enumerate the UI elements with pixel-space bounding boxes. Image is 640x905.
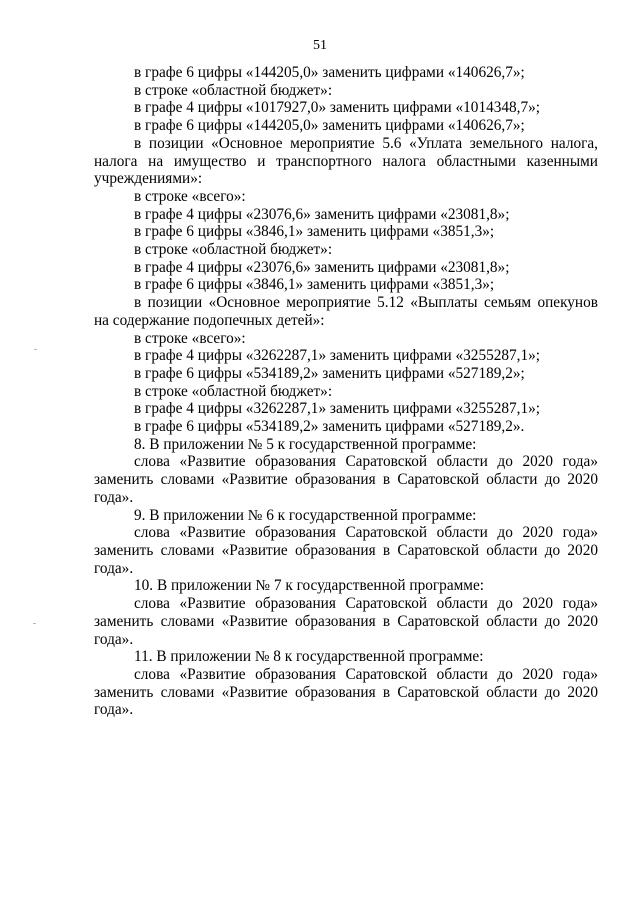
paragraph: в графе 6 цифры «3846,1» заменить цифрами «3851,3»;	[134, 223, 495, 241]
paragraph: слова «Развитие образования Саратовской области до 2020 года» заменить словами «Развитие образования в Саратовской области до 2020 года».	[94, 595, 598, 648]
page-number: 51	[313, 38, 327, 53]
paragraph: в позиции «Основное мероприятие 5.12 «Выплаты семьям опекунов на содержание подопечных детей»:	[94, 294, 598, 329]
paragraph: в графе 4 цифры «1017927,0» заменить цифрами «1014348,7»;	[134, 99, 541, 117]
paragraph: 8. В приложении № 5 к государственной программе:	[134, 435, 477, 453]
scan-speck	[33, 623, 36, 624]
paragraph: в строке «всего»:	[134, 187, 246, 205]
paragraph: в графе 6 цифры «144205,0» заменить цифрами «140626,7»;	[134, 117, 525, 135]
paragraph: в позиции «Основное мероприятие 5.6 «Уплата земельного налога, налога на имущество и транспортного налога областными казенными учреждениями»:	[94, 134, 598, 188]
paragraph: в графе 6 цифры «144205,0» заменить цифрами «140626,7»;	[134, 64, 525, 81]
paragraph: в строке «областной бюджет»:	[134, 382, 333, 400]
paragraph: в графе 6 цифры «534189,2» заменить цифрами «527189,2»;	[134, 364, 525, 382]
paragraph: в строке «всего»:	[134, 329, 246, 347]
scan-speck	[34, 349, 37, 350]
paragraph: в графе 4 цифры «23076,6» заменить цифрами «23081,8»;	[134, 205, 510, 223]
paragraph: 9. В приложении № 6 к государственной программе:	[134, 506, 477, 524]
paragraph: в строке «областной бюджет»:	[134, 81, 333, 99]
paragraph: слова «Развитие образования Саратовской области до 2020 года» заменить словами «Развитие образования в Саратовской области до 2020 года».	[94, 524, 598, 577]
paragraph: в графе 6 цифры «3846,1» заменить цифрами «3851,3»;	[134, 276, 495, 294]
paragraph: слова «Развитие образования Саратовской области до 2020 года» заменить словами «Развитие образования в Саратовской области до 2020 года».	[94, 453, 598, 506]
paragraph: 11. В приложении № 8 к государственной программе:	[134, 648, 484, 666]
paragraph: в графе 4 цифры «3262287,1» заменить цифрами «3255287,1»;	[134, 400, 541, 418]
paragraph: в графе 4 цифры «23076,6» заменить цифрами «23081,8»;	[134, 258, 510, 276]
paragraph: в графе 6 цифры «534189,2» заменить цифрами «527189,2».	[134, 418, 525, 436]
paragraph: слова «Развитие образования Саратовской области до 2020 года» заменить словами «Развитие образования в Саратовской области до 2020 года».	[94, 665, 598, 719]
paragraph: 10. В приложении № 7 к государственной программе:	[134, 577, 485, 595]
paragraph: в строке «областной бюджет»:	[134, 241, 333, 259]
document-body	[94, 64, 598, 719]
paragraph: в графе 4 цифры «3262287,1» заменить цифрами «3255287,1»;	[134, 347, 541, 365]
